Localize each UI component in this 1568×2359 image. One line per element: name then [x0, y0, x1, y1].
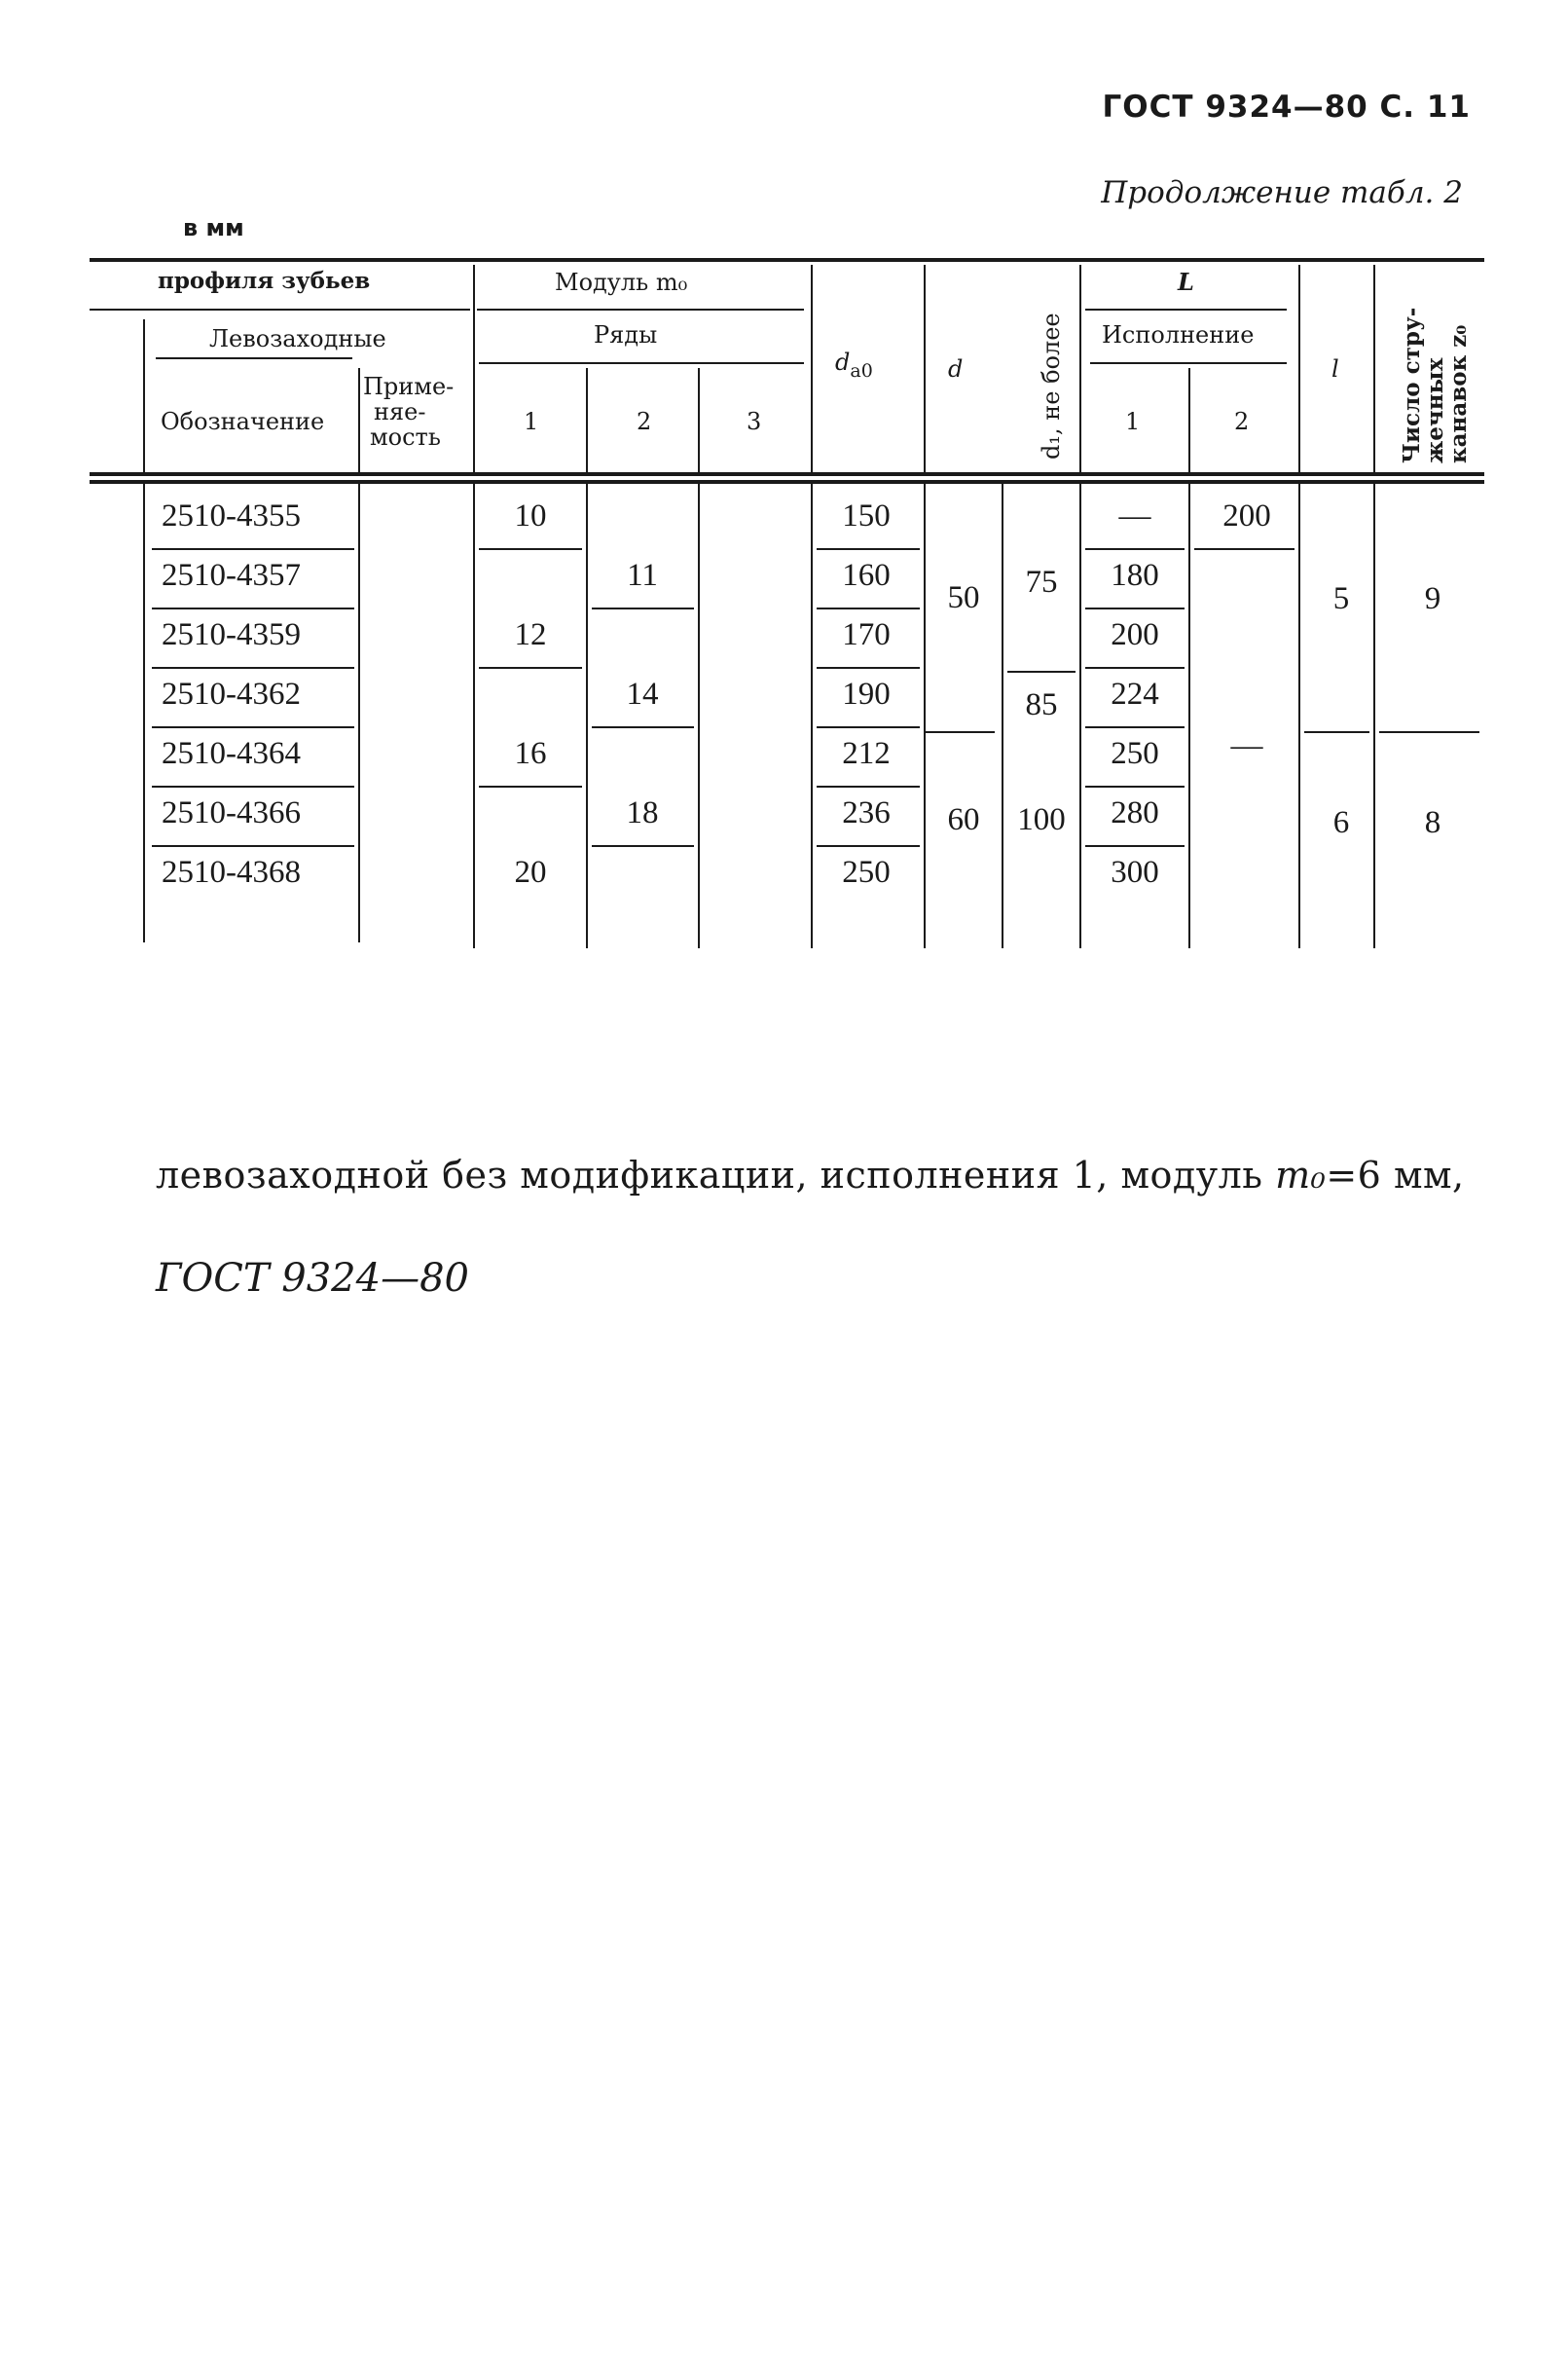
header-row-3: 3 — [747, 408, 762, 435]
page-header: ГОСТ 9324—80 С. 11 — [1102, 90, 1471, 125]
cell-m2: 18 — [626, 795, 659, 830]
cell-L1: 180 — [1111, 558, 1159, 593]
cell-m1: 10 — [514, 498, 547, 534]
cell-L1: — — [1118, 498, 1151, 534]
cell-da0: 250 — [842, 855, 891, 890]
table-continuation-label: Продолжение табл. 2 — [1101, 175, 1463, 210]
cell-L1: 280 — [1111, 795, 1159, 830]
table-body-grid — [144, 484, 1479, 948]
parameters-table — [0, 0, 1568, 974]
cell-L1: 250 — [1111, 736, 1159, 771]
d1-value-b: 85 — [1025, 687, 1058, 722]
cell-da0: 212 — [842, 736, 891, 771]
header-exec-1: 1 — [1125, 408, 1141, 435]
header-execution: Исполнение — [1102, 321, 1255, 349]
d-value-b: 60 — [947, 802, 980, 837]
note-line-1 — [156, 1154, 1465, 1197]
header-d1: d₁, не более — [1038, 313, 1065, 460]
note-line-1-end: =6 мм, — [1326, 1154, 1465, 1197]
z-value-a: 9 — [1424, 581, 1441, 616]
cell-m1: 20 — [514, 855, 547, 890]
cell-designation: 2510-4359 — [162, 617, 301, 652]
d-value-a: 50 — [947, 580, 980, 615]
header-l: l — [1331, 355, 1339, 383]
header-row-2: 2 — [637, 408, 652, 435]
header-grooves-1: Число стру- — [1399, 307, 1425, 463]
header-L: L — [1178, 268, 1194, 296]
header-designation: Обозначение — [161, 408, 325, 435]
header-applicability-1: Приме- — [363, 373, 455, 400]
d1-value-a: 75 — [1025, 565, 1058, 600]
header-applicability-3: мость — [370, 424, 441, 451]
d1-value-c: 100 — [1017, 802, 1066, 837]
cell-designation: 2510-4366 — [162, 795, 301, 830]
cell-m2: 14 — [626, 677, 659, 712]
L2-dash: — — [1230, 728, 1263, 763]
cell-da0: 170 — [842, 617, 891, 652]
cell-L1: 200 — [1111, 617, 1159, 652]
note-line-1-text: левозаходной без модификации, исполнения 1, модуль — [156, 1154, 1276, 1197]
units-label: в мм — [183, 214, 244, 241]
cell-designation: 2510-4362 — [162, 677, 301, 712]
header-applicability-2: няе- — [374, 398, 426, 425]
table-body — [152, 498, 1295, 890]
note-line-1-module: m₀ — [1275, 1154, 1327, 1197]
z-value-b: 8 — [1424, 805, 1441, 840]
cell-da0: 190 — [842, 677, 891, 712]
cell-L1: 224 — [1111, 677, 1159, 712]
header-exec-2: 2 — [1234, 408, 1250, 435]
cell-da0: 160 — [842, 558, 891, 593]
header-profile: профиля зубьев — [158, 268, 371, 294]
header-rows: Ряды — [594, 321, 658, 349]
cell-L2: 200 — [1222, 498, 1271, 534]
header-left-hand: Левозаходные — [209, 325, 386, 352]
cell-L1: 300 — [1111, 855, 1159, 890]
cell-m1: 16 — [514, 736, 547, 771]
cell-designation: 2510-4357 — [162, 558, 301, 593]
header-da0: $d_{a0}$ — [835, 349, 873, 382]
l-value-b: 6 — [1332, 805, 1350, 840]
cell-da0: 236 — [842, 795, 891, 830]
cell-designation: 2510-4355 — [162, 498, 301, 534]
cell-m2: 11 — [627, 558, 658, 593]
l-value-a: 5 — [1332, 581, 1350, 616]
header-grooves-2: жечных — [1422, 357, 1448, 463]
cell-designation: 2510-4368 — [162, 855, 301, 890]
note-line-2: ГОСТ 9324—80 — [156, 1256, 469, 1301]
cell-m1: 12 — [514, 617, 547, 652]
header-grooves-3: канавок z₀ — [1445, 324, 1472, 463]
cell-da0: 150 — [842, 498, 891, 534]
header-row-1: 1 — [524, 408, 539, 435]
header-d: d — [948, 355, 964, 383]
cell-designation: 2510-4364 — [162, 736, 301, 771]
header-module: Модуль m₀ — [555, 269, 688, 296]
